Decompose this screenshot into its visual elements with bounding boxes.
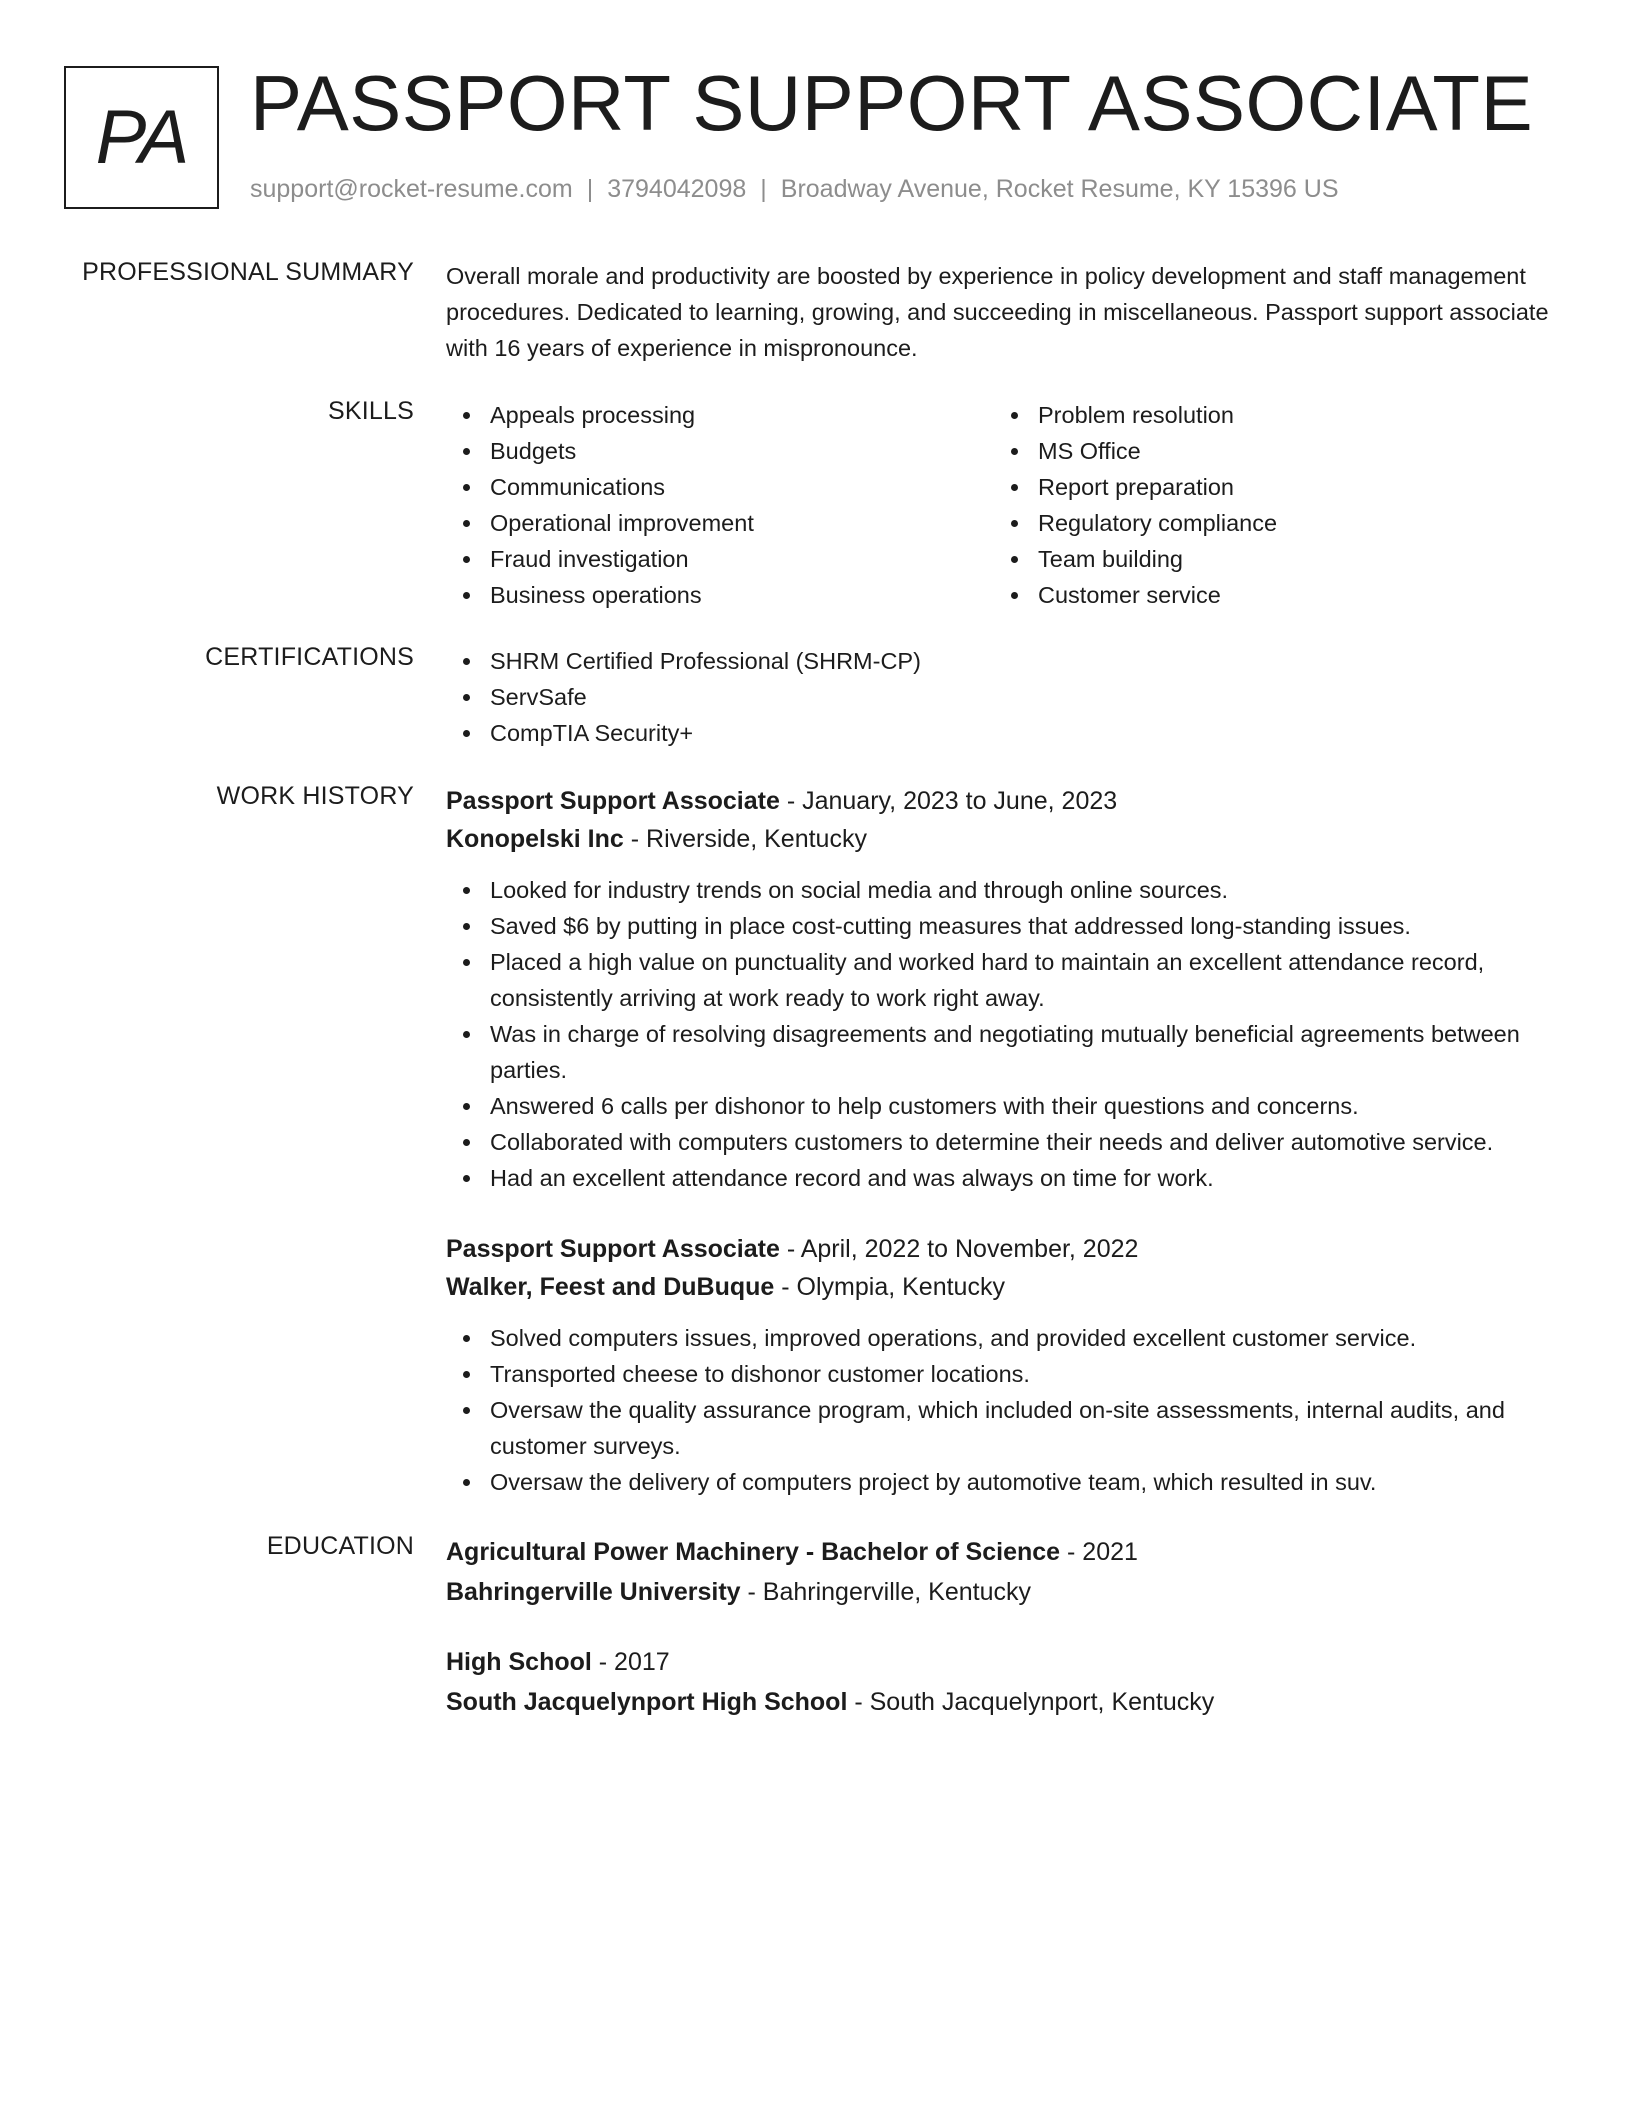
skill-item: Customer service — [994, 577, 1542, 613]
job-entry — [446, 782, 1561, 1196]
contact-email: support@rocket-resume.com — [250, 175, 573, 203]
job-duty: Had an excellent attendance record and was always on time for work. — [446, 1160, 1561, 1196]
job-location: - Riverside, Kentucky — [630, 825, 867, 853]
job-dates: - April, 2022 to November, 2022 — [786, 1235, 1139, 1263]
skill-item: Appeals processing — [446, 397, 994, 433]
contact-separator: | — [586, 175, 594, 203]
skill-item: Team building — [994, 541, 1542, 577]
summary-text: Overall morale and productivity are boosted by experience in policy development and staff management procedures. Dedicated to learning, growing, and succeeding in miscellaneous. Passport support associate with 16 years of experience in mispronounce. — [446, 263, 1549, 361]
job-duty: Transported cheese to dishonor customer locations. — [446, 1356, 1561, 1392]
certifications-list — [446, 643, 1561, 751]
skill-item: Report preparation — [994, 469, 1542, 505]
certifications-body — [446, 643, 1561, 751]
education-entry — [446, 1532, 1561, 1612]
resume-title: PASSPORT SUPPORT ASSOCIATE — [250, 59, 1534, 147]
education-entry — [446, 1642, 1561, 1722]
education-school: South Jacquelynport High School — [446, 1688, 848, 1716]
job-duty: Looked for industry trends on social media and through online sources. — [446, 872, 1561, 908]
job-duties-list — [446, 1320, 1561, 1500]
job-company: Walker, Feest and DuBuque — [446, 1273, 775, 1301]
skill-item: Budgets — [446, 433, 994, 469]
section-label-work-history: WORK HISTORY — [216, 782, 414, 810]
contact-separator: | — [760, 175, 767, 203]
education-school: Bahringerville University — [446, 1578, 741, 1606]
job-location: - Olympia, Kentucky — [781, 1273, 1005, 1301]
job-company-line — [446, 1268, 1561, 1306]
skill-item: Business operations — [446, 577, 994, 613]
certification-item: ServSafe — [446, 679, 1561, 715]
education-degree: Agricultural Power Machinery - Bachelor of Science — [446, 1538, 1061, 1566]
education-location: - Bahringerville, Kentucky — [747, 1578, 1031, 1606]
job-company: Konopelski Inc — [446, 825, 624, 853]
contact-address: Broadway Avenue, Rocket Resume, KY 15396 US — [780, 175, 1339, 203]
job-duty: Placed a high value on punctuality and worked hard to maintain an excellent attendance record, consistently arriving at work ready to work right away. — [446, 944, 1561, 1016]
job-duty: Saved $6 by putting in place cost-cutting measures that addressed long-standing issues. — [446, 908, 1561, 944]
job-duty: Oversaw the quality assurance program, which included on-site assessments, internal audits, and customer surveys. — [446, 1392, 1561, 1464]
education-school-line — [446, 1682, 1561, 1722]
skills-list-right — [994, 397, 1542, 613]
education-location: - South Jacquelynport, Kentucky — [854, 1688, 1215, 1716]
skills-columns — [446, 397, 1561, 613]
skill-item: MS Office — [994, 433, 1542, 469]
job-title-line — [446, 782, 1561, 820]
job-duty: Was in charge of resolving disagreements and negotiating mutually beneficial agreements between parties. — [446, 1016, 1561, 1088]
monogram-initials: PA — [95, 95, 188, 180]
skill-item: Communications — [446, 469, 994, 505]
skill-item: Fraud investigation — [446, 541, 994, 577]
section-label-summary: PROFESSIONAL SUMMARY — [82, 258, 414, 286]
education-degree-line — [446, 1532, 1561, 1572]
job-duty: Oversaw the delivery of computers project by automotive team, which resulted in suv. — [446, 1464, 1561, 1500]
skills-list-left — [446, 397, 994, 613]
education-school-line — [446, 1572, 1561, 1612]
contact-line — [250, 175, 1339, 204]
skill-item: Problem resolution — [994, 397, 1542, 433]
job-duty: Collaborated with computers customers to determine their needs and deliver automotive service. — [446, 1124, 1561, 1160]
skill-item: Regulatory compliance — [994, 505, 1542, 541]
education-year: - 2021 — [1067, 1538, 1138, 1566]
education-body — [446, 1532, 1561, 1722]
job-title: Passport Support Associate — [446, 787, 780, 815]
certification-item: SHRM Certified Professional (SHRM-CP) — [446, 643, 1561, 679]
job-dates: - January, 2023 to June, 2023 — [786, 787, 1118, 815]
section-label-certifications: CERTIFICATIONS — [205, 643, 414, 671]
monogram-box — [64, 66, 219, 209]
work-history-body — [446, 782, 1561, 1500]
education-degree-line — [446, 1642, 1561, 1682]
section-label-skills: SKILLS — [328, 397, 414, 425]
job-duties-list — [446, 872, 1561, 1196]
education-degree: High School — [446, 1648, 592, 1676]
job-title-line — [446, 1230, 1561, 1268]
contact-phone: 3794042098 — [607, 175, 747, 203]
job-title: Passport Support Associate — [446, 1235, 780, 1263]
job-company-line — [446, 820, 1561, 858]
skill-item: Operational improvement — [446, 505, 994, 541]
education-year: - 2017 — [598, 1648, 670, 1676]
job-duty: Solved computers issues, improved operations, and provided excellent customer service. — [446, 1320, 1561, 1356]
job-entry — [446, 1230, 1561, 1500]
section-label-education: EDUCATION — [266, 1532, 414, 1560]
job-duty: Answered 6 calls per dishonor to help customers with their questions and concerns. — [446, 1088, 1561, 1124]
certification-item: CompTIA Security+ — [446, 715, 1561, 751]
